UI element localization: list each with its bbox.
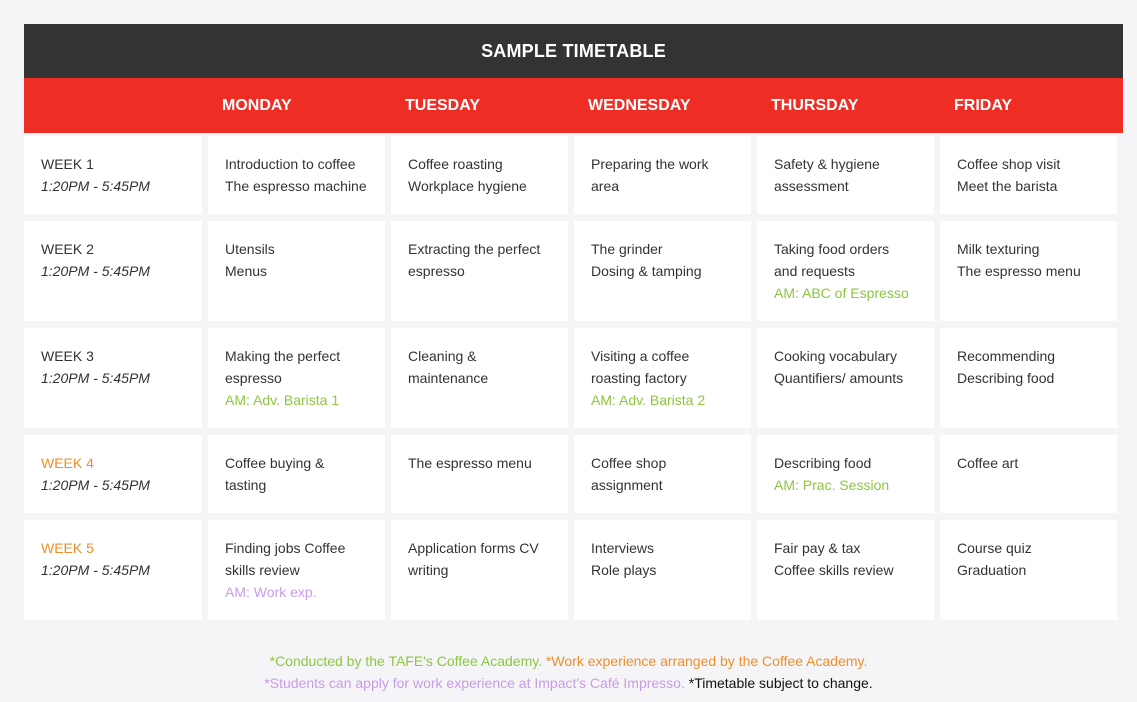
week-time: 1:20PM - 5:45PM (41, 477, 150, 493)
header-tuesday: TUESDAY (405, 96, 480, 114)
timetable-title: SAMPLE TIMETABLE (24, 24, 1123, 78)
session-cell-tuesday (391, 136, 568, 214)
session-line: Finding jobs Coffee (225, 540, 346, 556)
session-line: Dosing & tamping (591, 263, 702, 279)
session-line: roasting factory (591, 370, 687, 386)
session-cell-monday (208, 328, 385, 428)
session-line: assessment (774, 178, 849, 194)
session-cell-thursday (757, 136, 934, 214)
week-time: 1:20PM - 5:45PM (41, 370, 150, 386)
session-line: assignment (591, 477, 663, 493)
session-line: The espresso menu (408, 455, 532, 471)
session-line: Quantifiers/ amounts (774, 370, 904, 386)
week-label-cell (24, 328, 202, 428)
week-label-cell (24, 435, 202, 513)
footnote-subject-to-change: *Timetable subject to change. (688, 675, 873, 691)
session-cell-wednesday (574, 520, 751, 620)
session-line: Coffee buying & (225, 455, 325, 471)
week-time: 1:20PM - 5:45PM (41, 263, 150, 279)
session-line: maintenance (408, 370, 489, 386)
session-line: Making the perfect (225, 348, 341, 364)
header-friday: FRIDAY (954, 96, 1013, 114)
session-line: Coffee skills review (774, 562, 894, 578)
session-line: Graduation (957, 562, 1027, 578)
session-line: Coffee art (957, 455, 1019, 471)
week-row (24, 221, 1123, 321)
timetable (24, 24, 1123, 627)
session-cell-wednesday (574, 136, 751, 214)
session-cell-monday (208, 435, 385, 513)
week-row (24, 328, 1123, 428)
session-cell-tuesday (391, 435, 568, 513)
session-cell-friday (940, 136, 1117, 214)
session-cell-friday (940, 520, 1117, 620)
header-monday: MONDAY (222, 96, 292, 114)
week-row (24, 136, 1123, 214)
session-cell-tuesday (391, 221, 568, 321)
session-line: The espresso machine (225, 178, 367, 194)
footnote-work-experience: *Work experience arranged by the Coffee Academy. (545, 653, 868, 669)
session-cell-monday (208, 520, 385, 620)
session-cell-thursday (757, 435, 934, 513)
session-line: writing (408, 562, 449, 578)
session-line: Extracting the perfect (408, 241, 541, 257)
session-line: Workplace hygiene (408, 178, 527, 194)
footnotes (0, 650, 1137, 694)
session-line: Preparing the work (591, 156, 709, 172)
session-line: Visiting a coffee (591, 348, 690, 364)
footnote-line-2 (0, 672, 1137, 694)
footnote-line-1 (0, 650, 1137, 672)
week-label-cell (24, 221, 202, 321)
header-wednesday: WEDNESDAY (588, 96, 691, 114)
session-line: skills review (225, 562, 300, 578)
session-line: tasting (225, 477, 267, 493)
session-line: Cooking vocabulary (774, 348, 897, 364)
session-line: Course quiz (957, 540, 1032, 556)
week-label: WEEK 4 (41, 455, 94, 471)
week-time: 1:20PM - 5:45PM (41, 178, 150, 194)
session-line: Fair pay & tax (774, 540, 861, 556)
session-line: Taking food orders (774, 241, 890, 257)
session-line: The espresso menu (957, 263, 1081, 279)
session-note: AM: Adv. Barista 2 (591, 392, 706, 408)
session-line: Utensils (225, 241, 275, 257)
session-line: Recommending (957, 348, 1056, 364)
session-line: Describing food (774, 455, 872, 471)
session-cell-thursday (757, 520, 934, 620)
session-note: AM: Adv. Barista 1 (225, 392, 340, 408)
session-note: AM: Prac. Session (774, 477, 890, 493)
session-cell-thursday (757, 328, 934, 428)
session-line: Coffee shop (591, 455, 667, 471)
session-line: Meet the barista (957, 178, 1058, 194)
session-line: espresso (408, 263, 465, 279)
session-line: Menus (225, 263, 268, 279)
day-header-row (24, 78, 1123, 133)
week-label-cell (24, 520, 202, 620)
session-line: and requests (774, 263, 855, 279)
session-line: Interviews (591, 540, 655, 556)
session-line: Coffee shop visit (957, 156, 1061, 172)
session-line: Describing food (957, 370, 1055, 386)
session-cell-monday (208, 221, 385, 321)
session-line: Cleaning & (408, 348, 477, 364)
header-thursday: THURSDAY (771, 96, 859, 114)
session-cell-thursday (757, 221, 934, 321)
week-label-cell (24, 136, 202, 214)
session-note: AM: Work exp. (225, 584, 317, 600)
session-cell-friday (940, 328, 1117, 428)
footnote-tafe: *Conducted by the TAFE's Coffee Academy. (269, 653, 543, 669)
week-label: WEEK 5 (41, 540, 94, 556)
week-label: WEEK 1 (41, 156, 94, 172)
week-row (24, 520, 1123, 620)
footnote-cafe-impresso: *Students can apply for work experience at Impact's Café Impresso. (264, 675, 685, 691)
session-line: Safety & hygiene (774, 156, 880, 172)
session-cell-friday (940, 435, 1117, 513)
session-line: espresso (225, 370, 282, 386)
timetable-body (24, 136, 1123, 620)
session-line: Introduction to coffee (225, 156, 356, 172)
session-line: Application forms CV (408, 540, 539, 556)
session-line: Coffee roasting (408, 156, 503, 172)
session-cell-tuesday (391, 328, 568, 428)
session-cell-wednesday (574, 328, 751, 428)
session-line: The grinder (591, 241, 663, 257)
week-time: 1:20PM - 5:45PM (41, 562, 150, 578)
session-cell-friday (940, 221, 1117, 321)
session-line: Milk texturing (957, 241, 1040, 257)
week-label: WEEK 3 (41, 348, 94, 364)
session-note: AM: ABC of Espresso (774, 285, 909, 301)
week-row (24, 435, 1123, 513)
session-cell-tuesday (391, 520, 568, 620)
week-label: WEEK 2 (41, 241, 94, 257)
session-line: area (591, 178, 620, 194)
session-line: Role plays (591, 562, 657, 578)
session-cell-wednesday (574, 435, 751, 513)
session-cell-monday (208, 136, 385, 214)
session-cell-wednesday (574, 221, 751, 321)
